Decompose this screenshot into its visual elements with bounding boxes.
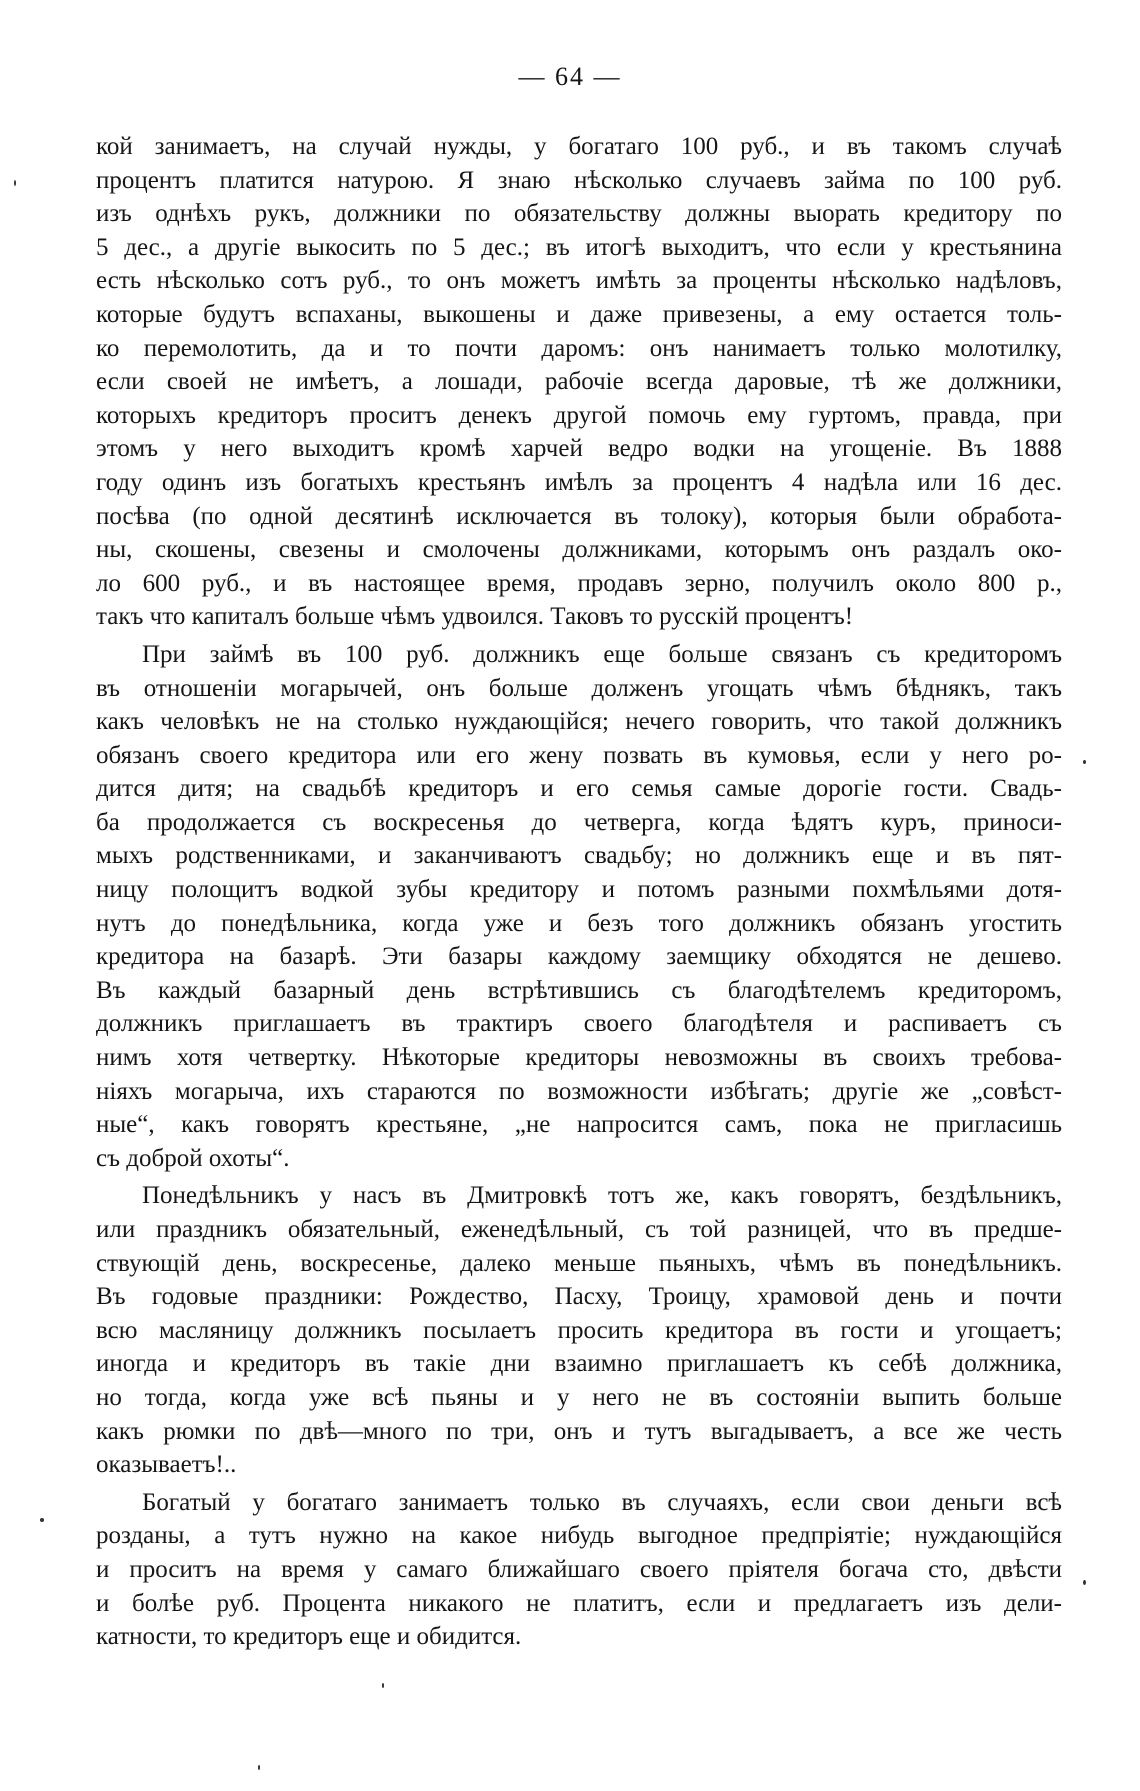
text-line: Въ каждый базарный день встрѣтившись съ благодѣтелемъ кредиторомъ, [96, 976, 1062, 1004]
text-line: всю масляницу должникъ посылаетъ просить кредитора въ гости и угощаетъ; [96, 1316, 1062, 1344]
text-line: ба продолжается съ воскресенья до четверга, когда ѣдятъ куръ, приноси- [96, 808, 1062, 836]
text-line: и проситъ на время у самаго ближайшаго своего пріятеля богача сто, двѣсти [96, 1555, 1062, 1583]
text-line: оказываетъ!.. [96, 1451, 237, 1479]
text-line: которые будутъ вспаханы, выкошены и даже привезены, а ему остается толь- [96, 300, 1062, 328]
text-line: ко перемолотить, да и то почти даромъ: онъ нанимаетъ только молотилку, [96, 334, 1062, 362]
text-line: иногда и кредиторъ въ такіе дни взаимно приглашаетъ къ себѣ должника, [96, 1350, 1062, 1378]
text-line: какъ рюмки по двѣ—много по три, онъ и тутъ выгадываетъ, а все же честь [96, 1417, 1062, 1445]
paragraph [96, 638, 1062, 1176]
text-line: такъ что капиталъ больше чѣмъ удвоился. Таковъ то русскій процентъ! [96, 603, 854, 631]
text-line: ницу полощитъ водкой зубы кредитору и потомъ разными похмѣльями дотя- [96, 876, 1062, 904]
text-line: Понедѣльникъ у насъ въ Дмитровкѣ тотъ же, какъ говорятъ, бездѣльникъ, [142, 1182, 1062, 1210]
text-line: ные“, какъ говорятъ крестьяне, „не напросится самъ, пока не пригласишь [96, 1111, 1062, 1139]
text-line: дится дитя; на свадьбѣ кредиторъ и его семья самые дорогіе гости. Свадь- [96, 775, 1062, 803]
text-line: или праздникъ обязательный, еженедѣльный, съ той разницей, что въ предше- [96, 1216, 1062, 1243]
text-line: но тогда, когда уже всѣ пьяны и у него не въ состояніи выпить больше [96, 1383, 1062, 1411]
text-line: нимъ хотя четвертку. Нѣкоторые кредиторы невозможны въ своихъ требова- [96, 1044, 1062, 1072]
text-line: Въ годовые праздники: Рождество, Пасху, Троицу, храмовой день и почти [96, 1283, 1062, 1311]
text-line: году одинъ изъ богатыхъ крестьянъ имѣлъ за процентъ 4 надѣла или 16 дес. [96, 468, 1062, 496]
text-line: кредитора на базарѣ. Эти базары каждому заемщику обходятся не дешево. [96, 943, 1062, 971]
text-line: изъ однѣхъ рукъ, должники по обязательству должны выорать кредитору по [96, 200, 1062, 228]
text-line: процентъ платится натурою. Я знаю нѣсколько случаевъ займа по 100 руб. [96, 166, 1062, 194]
text-line: если своей не имѣетъ, а лошади, рабочіе всегда даровые, тѣ же должники, [96, 368, 1062, 396]
text-line: въ отношеніи могарычей, онъ больше долженъ угощать чѣмъ бѣднякъ, такъ [96, 674, 1062, 702]
text-line: которыхъ кредиторъ проситъ денекъ другой помочь ему гуртомъ, правда, при [96, 401, 1062, 429]
text-line: розданы, а тутъ нужно на какое нибудь выгодное предпріятіе; нуждающійся [96, 1522, 1062, 1550]
text-line: 5 дес., а другіе выкосить по 5 дес.; въ итогѣ выходитъ, что если у крестьянина [96, 233, 1062, 261]
scan-speck [1083, 1580, 1086, 1585]
text-line: съ доброй охоты“. [96, 1144, 290, 1172]
text-line: мыхъ родственниками, и заканчиваютъ свадьбу; но должникъ еще и въ пят- [96, 842, 1062, 870]
paragraph [96, 1179, 1062, 1481]
text-line: ствующій день, воскресенье, далеко меньше пьяныхъ, чѣмъ въ понедѣльникъ. [96, 1249, 1062, 1277]
text-line: кой занимаетъ, на случай нужды, у богатаго 100 руб., и въ такомъ случаѣ [96, 133, 1062, 160]
text-line: ло 600 руб., и въ настоящее время, продавъ зерно, получилъ около 800 р., [96, 569, 1062, 597]
text-line: ніяхъ могарыча, ихъ стараются по возможности избѣгать; другіе же „совѣст- [96, 1077, 1062, 1105]
text-line: какъ человѣкъ не на столько нуждающійся; нечего говорить, что такой должникъ [96, 708, 1062, 736]
text-line: При займѣ въ 100 руб. должникъ еще больше связанъ съ кредиторомъ [142, 640, 1062, 668]
scan-speck [382, 1683, 384, 1688]
text-line: есть нѣсколько сотъ руб., то онъ можетъ имѣть за проценты нѣсколько надѣловъ, [96, 267, 1062, 295]
text-line: обязанъ своего кредитора или его жену позвать въ кумовья, если у него ро- [96, 741, 1062, 769]
text-line: посѣва (по одной десятинѣ исключается въ толоку), которыя были обработа- [96, 502, 1062, 530]
text-line: катности, то кредиторъ еще и обидится. [96, 1623, 522, 1651]
text-line: Богатый у богатаго занимаетъ только въ случаяхъ, если свои деньги всѣ [142, 1488, 1062, 1516]
paragraph [96, 130, 1062, 634]
body-text [96, 130, 1062, 1658]
text-line: ны, скошены, свезены и смолочены должниками, которымъ онъ раздалъ око- [96, 536, 1062, 564]
scan-speck [40, 1518, 44, 1522]
text-line: должникъ приглашаетъ въ трактиръ своего благодѣтеля и распиваетъ съ [96, 1010, 1062, 1038]
scan-speck [1083, 760, 1086, 764]
paragraph [96, 1486, 1062, 1654]
text-line: нутъ до понедѣльника, когда уже и безъ того должникъ обязанъ угостить [96, 909, 1062, 937]
scan-speck [258, 1765, 260, 1770]
text-line: и болѣе руб. Процента никакого не платитъ, если и предлагаетъ изъ дели- [96, 1589, 1062, 1617]
text-line: этомъ у него выходитъ кромѣ харчей ведро водки на угощеніе. Въ 1888 [96, 435, 1062, 463]
scan-speck [14, 180, 16, 186]
page-number: — 64 — [518, 62, 622, 91]
